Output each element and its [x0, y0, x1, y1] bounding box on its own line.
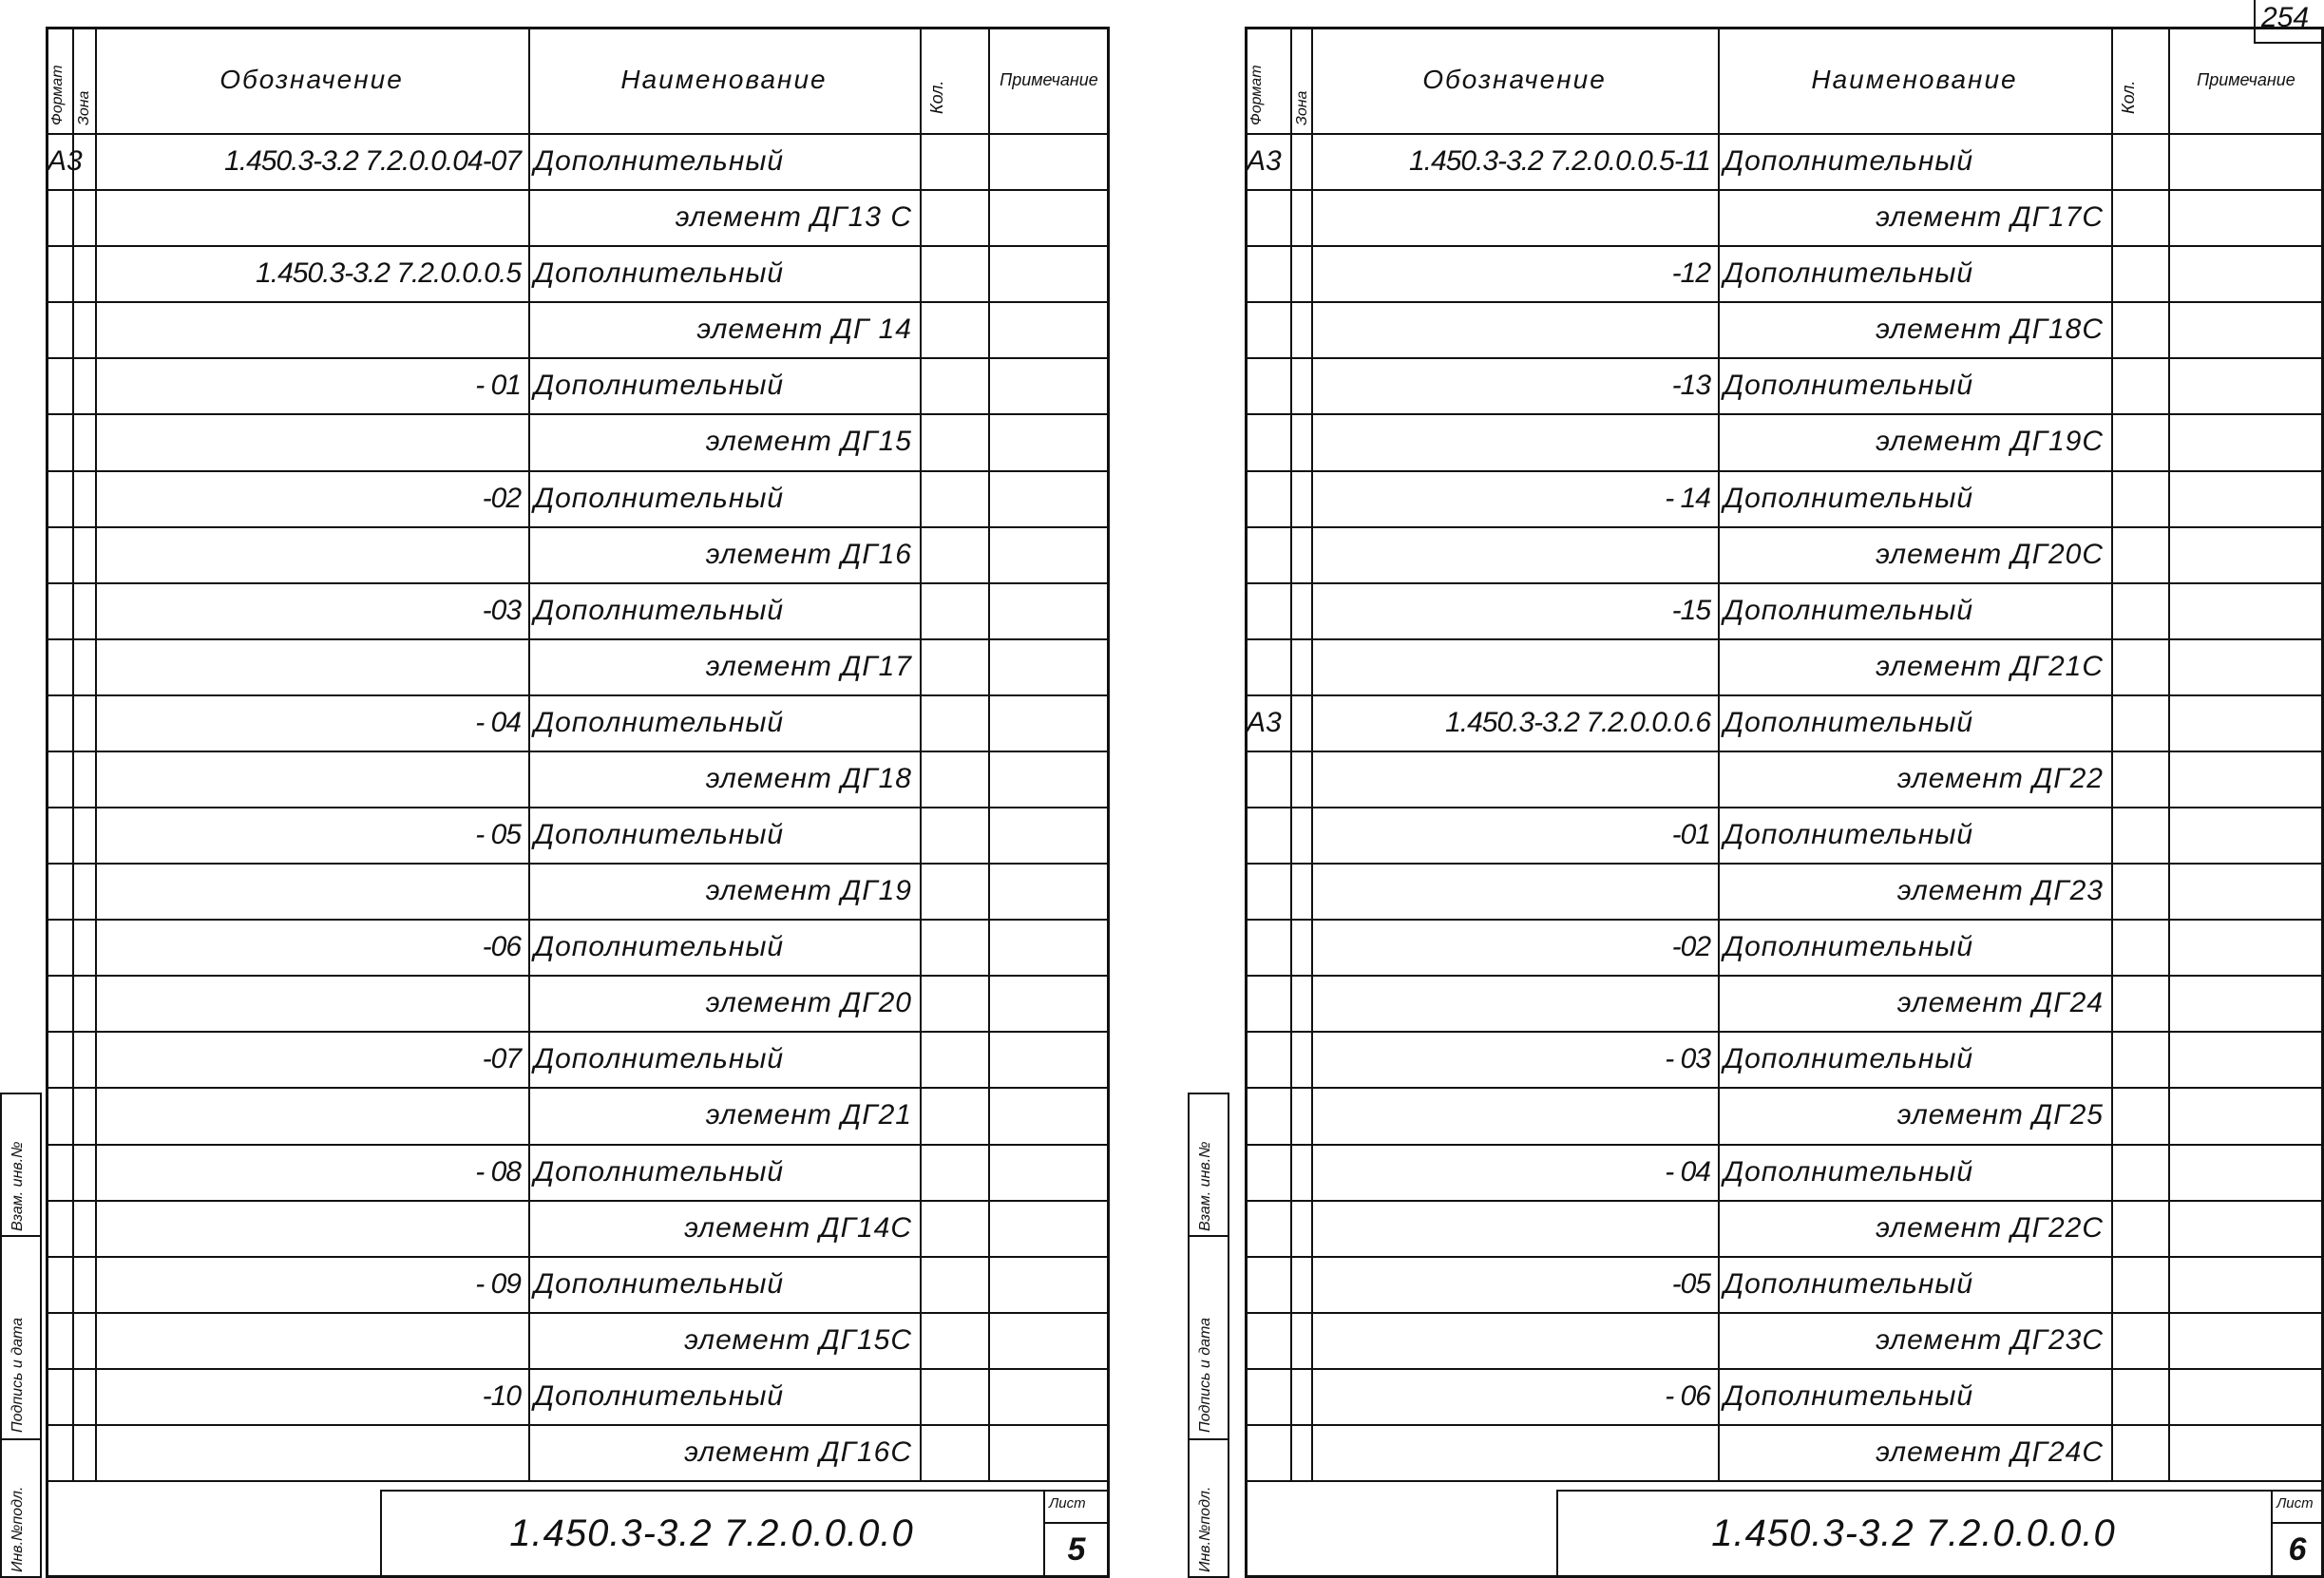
- header-qty: Кол.: [2119, 80, 2138, 114]
- stamp-replace-inv: Взам. инв.№: [10, 1141, 26, 1231]
- title-block-divider: [46, 1480, 1110, 1482]
- row-name: Дополнительный: [1724, 257, 1974, 289]
- row-designation: - 06: [1665, 1379, 1710, 1412]
- row-format: А3: [1247, 144, 1282, 177]
- row-designation: - 05: [475, 818, 521, 850]
- row-designation: -06: [482, 930, 521, 962]
- stamp-sign-date: Подпись и дата: [10, 1317, 26, 1433]
- row-name: элемент ДГ18С: [1876, 313, 2104, 345]
- row-name: Дополнительный: [534, 706, 785, 738]
- stamp-replace-inv: Взам. инв.№: [1197, 1141, 1213, 1231]
- header-name: Наименование: [620, 65, 828, 94]
- row-name: Дополнительный: [534, 482, 785, 514]
- row-name: Дополнительный: [1724, 1267, 1974, 1300]
- row-name: элемент ДГ25: [1896, 1098, 2104, 1131]
- document-code: 1.450.3-3.2 7.2.0.0.0.0: [509, 1512, 914, 1554]
- row-designation: - 04: [475, 706, 521, 738]
- header-zone: Зона: [1294, 90, 1310, 125]
- row-name: Дополнительный: [534, 1267, 785, 1300]
- row-name: Дополнительный: [1724, 706, 1974, 738]
- header-zone: Зона: [76, 90, 92, 125]
- sheet-right: [1178, 0, 2324, 1578]
- row-name: элемент ДГ16С: [684, 1435, 912, 1468]
- row-designation: -01: [1671, 818, 1710, 850]
- row-name: элемент ДГ24: [1896, 986, 2104, 1018]
- row-name: Дополнительный: [1724, 594, 1974, 626]
- row-name: элемент ДГ21С: [1876, 650, 2104, 682]
- row-designation: - 04: [1665, 1155, 1710, 1188]
- row-name: Дополнительный: [534, 818, 785, 850]
- row-name: Дополнительный: [1724, 1379, 1974, 1412]
- row-name: элемент ДГ20С: [1876, 538, 2104, 570]
- stamp-inv-original: Инв.№подл.: [10, 1486, 26, 1572]
- row-designation: 1.450.3-3.2 7.2.0.0.04-07: [224, 144, 521, 177]
- row-name: Дополнительный: [534, 930, 785, 962]
- row-designation: -03: [482, 594, 521, 626]
- row-designation: -05: [1671, 1267, 1710, 1300]
- row-name: элемент ДГ20: [705, 986, 912, 1018]
- row-name: элемент ДГ15С: [684, 1323, 912, 1356]
- row-designation: -13: [1671, 369, 1710, 401]
- row-designation: - 14: [1665, 482, 1710, 514]
- row-name: элемент ДГ23С: [1876, 1323, 2104, 1356]
- row-name: элемент ДГ13 С: [675, 200, 912, 233]
- row-name: элемент ДГ18: [705, 762, 912, 794]
- row-name: Дополнительный: [534, 1042, 785, 1074]
- row-name: элемент ДГ16: [705, 538, 912, 570]
- page-number: 254: [2261, 2, 2310, 33]
- row-name: Дополнительный: [1724, 930, 1974, 962]
- row-name: элемент ДГ17: [705, 650, 912, 682]
- row-name: Дополнительный: [1724, 369, 1974, 401]
- row-designation: -10: [482, 1379, 521, 1412]
- row-designation: -15: [1671, 594, 1710, 626]
- row-designation: -02: [482, 482, 521, 514]
- row-designation: -07: [482, 1042, 521, 1074]
- sheet-label: Лист: [1049, 1495, 1086, 1511]
- sheet-label: Лист: [2276, 1495, 2314, 1511]
- row-name: элемент ДГ14С: [684, 1211, 912, 1244]
- row-name: элемент ДГ22С: [1876, 1211, 2104, 1244]
- header-designation: Обозначение: [219, 65, 404, 94]
- row-designation: 1.450.3-3.2 7.2.0.0.0.6: [1445, 706, 1710, 738]
- row-designation: - 03: [1665, 1042, 1710, 1074]
- row-format: А3: [48, 144, 83, 177]
- stamp-divider: [1188, 1438, 1229, 1440]
- row-name: Дополнительный: [1724, 1155, 1974, 1188]
- header-format: Формат: [1248, 65, 1265, 125]
- row-designation: - 01: [475, 369, 521, 401]
- row-name: Дополнительный: [1724, 482, 1974, 514]
- header-name: Наименование: [1811, 65, 2018, 94]
- row-name: элемент ДГ21: [705, 1098, 912, 1131]
- row-name: элемент ДГ15: [705, 425, 912, 457]
- stamp-divider: [0, 1235, 42, 1237]
- header-designation: Обозначение: [1422, 65, 1607, 94]
- header-note: Примечание: [2197, 70, 2295, 89]
- header-qty: Кол.: [927, 80, 946, 114]
- row-name: элемент ДГ19: [705, 874, 912, 906]
- row-designation: - 09: [475, 1267, 521, 1300]
- row-name: элемент ДГ19С: [1876, 425, 2104, 457]
- row-name: Дополнительный: [1724, 1042, 1974, 1074]
- header-format: Формат: [49, 65, 66, 125]
- sheet-number: 6: [2288, 1531, 2307, 1568]
- row-designation: -12: [1671, 257, 1710, 289]
- sheet-left: [0, 0, 1121, 1578]
- row-name: Дополнительный: [534, 369, 785, 401]
- row-name: Дополнительный: [534, 257, 785, 289]
- sheet-number: 5: [1067, 1531, 1086, 1568]
- header-note: Примечание: [1000, 70, 1098, 89]
- stamp-inv-original: Инв.№подл.: [1197, 1486, 1213, 1572]
- row-designation: 1.450.3-3.2 7.2.0.0.0.5-11: [1408, 144, 1710, 177]
- stamp-sign-date: Подпись и дата: [1197, 1317, 1213, 1433]
- row-designation: - 08: [475, 1155, 521, 1188]
- row-name: элемент ДГ17С: [1876, 200, 2104, 233]
- row-name: элемент ДГ23: [1896, 874, 2104, 906]
- row-name: элемент ДГ22: [1896, 762, 2104, 794]
- row-name: Дополнительный: [534, 594, 785, 626]
- stamp-divider: [1188, 1235, 1229, 1237]
- row-name: Дополнительный: [534, 144, 785, 177]
- row-designation: 1.450.3-3.2 7.2.0.0.0.5: [256, 257, 521, 289]
- row-designation: -02: [1671, 930, 1710, 962]
- row-name: Дополнительный: [1724, 818, 1974, 850]
- row-name: Дополнительный: [1724, 144, 1974, 177]
- row-name: элемент ДГ24С: [1876, 1435, 2104, 1468]
- row-name: элемент ДГ 14: [696, 313, 912, 345]
- title-block-divider: [1245, 1480, 2324, 1482]
- row-name: Дополнительный: [534, 1379, 785, 1412]
- row-name: Дополнительный: [534, 1155, 785, 1188]
- row-format: А3: [1247, 706, 1282, 738]
- document-code: 1.450.3-3.2 7.2.0.0.0.0: [1711, 1512, 2116, 1554]
- stamp-divider: [0, 1438, 42, 1440]
